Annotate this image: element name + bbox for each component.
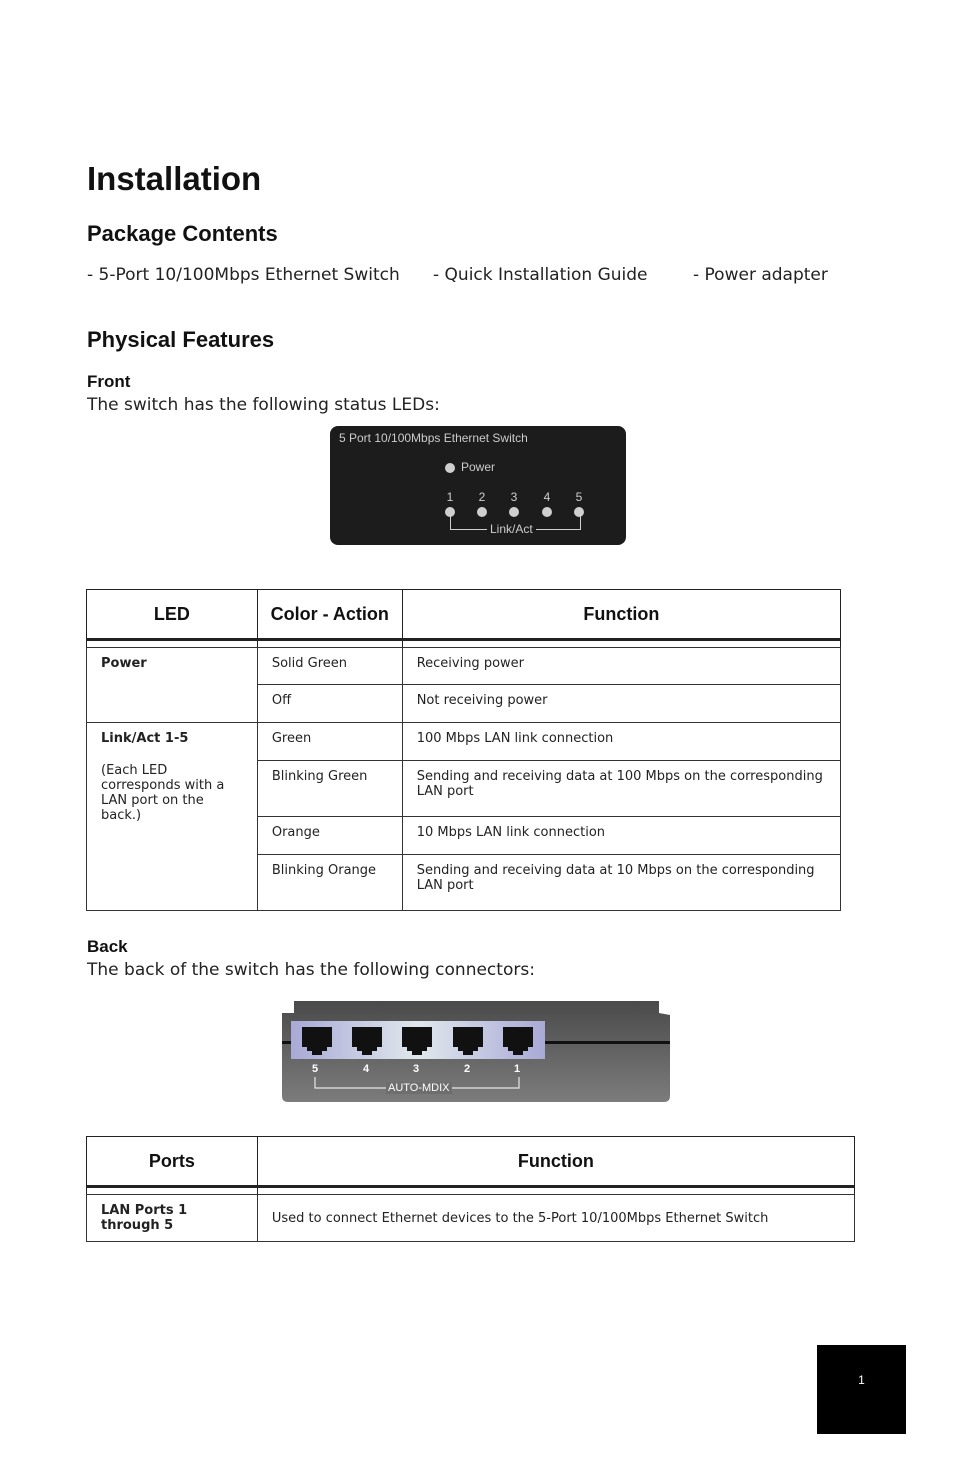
port-number: 1 [446, 490, 454, 504]
package-item: - Power adapter [693, 265, 828, 285]
port-function-cell: Used to connect Ethernet devices to the 5-Port 10/100Mbps Ethernet Switch [257, 1195, 854, 1242]
back-label: Back [87, 937, 128, 956]
function-cell: 10 Mbps LAN link connection [402, 817, 840, 855]
ports-function-header: Function [257, 1137, 854, 1187]
port-number: 4 [543, 490, 551, 504]
color-cell: Green [257, 723, 402, 761]
power-led-label: Power [461, 460, 496, 474]
back-port-number: 3 [413, 1063, 420, 1075]
page-number: 1 [817, 1345, 906, 1434]
front-description: The switch has the following status LEDs: [87, 395, 440, 415]
function-cell: Sending and receiving data at 100 Mbps on the corresponding LAN port [402, 761, 840, 817]
package-item: - 5-Port 10/100Mbps Ethernet Switch [87, 265, 400, 285]
function-header: Function [402, 590, 840, 640]
front-label: Front [87, 372, 131, 391]
color-cell: Orange [257, 817, 402, 855]
ports-header: Ports [87, 1137, 258, 1187]
port-number: 2 [478, 490, 486, 504]
link-act-label: Link/Act [487, 522, 536, 536]
color-cell: Blinking Green [257, 761, 402, 817]
link-led-note: (Each LED corresponds with a LAN port on the back.) [101, 763, 225, 823]
front-panel-title: 5 Port 10/100Mbps Ethernet Switch [339, 431, 528, 445]
power-led-name: Power [101, 656, 147, 671]
color-cell: Off [257, 685, 402, 723]
function-cell: 100 Mbps LAN link connection [402, 723, 840, 761]
led-header: LED [87, 590, 258, 640]
package-contents-heading: Package Contents [87, 221, 278, 246]
port-number: 3 [510, 490, 518, 504]
back-port-number: 1 [514, 1063, 521, 1075]
ports-table [86, 1136, 855, 1242]
power-led-cell [87, 648, 258, 723]
port-name-cell: LAN Ports 1 through 5 [87, 1195, 258, 1242]
port-number: 5 [575, 490, 583, 504]
physical-features-heading: Physical Features [87, 327, 275, 352]
color-action-header: Color - Action [257, 590, 402, 640]
link-led-name: Link/Act 1-5 [101, 731, 189, 746]
function-cell: Receiving power [402, 648, 840, 685]
function-cell: Not receiving power [402, 685, 840, 723]
back-description: The back of the switch has the following connectors: [87, 960, 535, 980]
power-led-icon [445, 463, 455, 473]
led-table [86, 589, 841, 911]
function-cell: Sending and receiving data at 10 Mbps on the corresponding LAN port [402, 855, 840, 911]
back-port-number: 4 [363, 1063, 370, 1075]
front-panel-illustration [330, 426, 626, 545]
page-title: Installation [87, 160, 262, 197]
color-cell: Blinking Orange [257, 855, 402, 911]
back-port-number: 5 [312, 1063, 319, 1075]
link-led-cell [87, 723, 258, 911]
color-cell: Solid Green [257, 648, 402, 685]
back-panel-svg [282, 1001, 670, 1102]
back-port-number: 2 [464, 1063, 471, 1075]
auto-mdix-label: AUTO-MDIX [388, 1082, 450, 1094]
package-item: - Quick Installation Guide [433, 265, 648, 285]
back-panel-illustration [282, 1001, 670, 1102]
